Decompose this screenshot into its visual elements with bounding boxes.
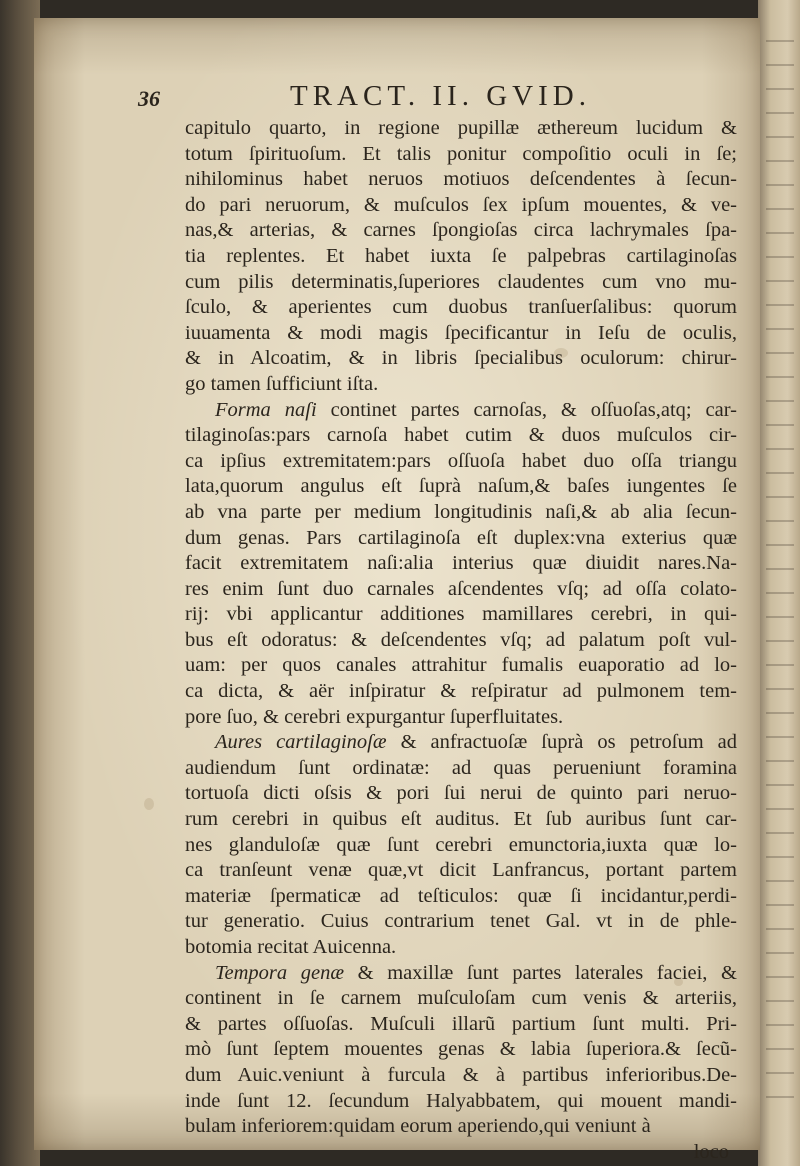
text-line (185, 551, 737, 577)
line-text: res enim ſunt duo carnales aſcendentes vſq; ad oſſa colato- (185, 577, 737, 600)
line-text: tur generatio. Cuius contrarium tenet Gal. vt in de phle- (185, 910, 737, 933)
line-text: capitulo quarto, in regione pupillæ æthereum lucidum & (185, 117, 737, 139)
line-text: dum genas. Pars cartilaginoſa eſt duplex:vna exterius quæ (185, 526, 737, 549)
line-text: ſculo, & aperientes cum duobus tranſuerſalibus: quorum (185, 296, 737, 319)
text-line (185, 295, 737, 321)
facing-page-text-bleed (766, 40, 794, 1100)
line-text: nihilominus habet neruos motiuos deſcendentes à ſecun- (185, 168, 737, 191)
body-text (185, 116, 737, 1165)
text-line (185, 602, 737, 628)
line-text: pore ſuo, & cerebri expurgantur ſuperfluitates. (185, 705, 564, 728)
text-line (185, 577, 737, 603)
text-line (185, 526, 737, 552)
line-text: bulam inferiorem:quidam eorum aperiendo,qui veniunt à (185, 1115, 651, 1138)
line-text: & maxillæ ſunt partes laterales faciei, & (344, 961, 737, 984)
text-line (185, 1037, 737, 1063)
text-line (185, 1012, 737, 1038)
text-line (185, 781, 737, 807)
text-line (185, 884, 737, 910)
page-header (138, 70, 620, 112)
line-text: rum cerebri in quibus eſt auditus. Et ſub auribus ſunt car- (185, 808, 737, 831)
text-line (185, 116, 737, 142)
text-line (185, 474, 737, 500)
text-line (185, 1089, 737, 1115)
line-text: inde ſunt 12. ſecundum Halyabbatem, qui mouent mandi- (185, 1089, 737, 1112)
text-line (185, 833, 737, 859)
text-line (185, 142, 737, 168)
section-lemma: Forma naſi (215, 398, 317, 421)
line-text: audiendum ſunt ordinatæ: ad quas perueniunt foramina (185, 756, 737, 779)
text-line (185, 218, 737, 244)
line-text: uam: per quos canales attrahitur fumalis euaporatio ad lo- (185, 654, 737, 677)
line-text: ca dicta, & aër inſpiratur & reſpiratur ad pulmonem tem- (185, 680, 737, 703)
line-text: mò ſunt ſeptem mouentes genas & labia ſuperiora.& ſecũ- (185, 1038, 737, 1061)
line-text: rij: vbi applicantur additiones mamillares cerebri, in qui- (185, 603, 737, 626)
line-text: do pari neruorum, & muſculos ſex ipſum mouentes, & ve- (185, 193, 737, 216)
line-text: nes glanduloſæ quæ ſunt cerebri emunctoria,iuxta quæ lo- (185, 833, 737, 856)
text-line (185, 244, 737, 270)
line-text: & partes oſſuoſas. Muſculi illarũ partium ſunt multi. Pri- (185, 1012, 737, 1035)
line-text: cum pilis determinatis,ſuperiores claudentes cum vno mu- (185, 270, 737, 293)
line-text: ca ipſius extremitatem:pars oſſuoſa habet duo oſſa triangu (185, 449, 737, 472)
text-line (185, 628, 737, 654)
text-line (185, 756, 737, 782)
text-line (185, 1114, 737, 1140)
text-line (185, 449, 737, 475)
text-line (185, 167, 737, 193)
running-head: TRACT. II. GVID. (290, 80, 591, 112)
line-text: ab vna parte per medium longitudinis naſi,& ab alia ſecun- (185, 500, 737, 523)
line-text: dum Auic.veniunt à furcula & à partibus inferioribus.De- (185, 1063, 737, 1086)
line-text: tortuoſa dicti oſsis & pori ſui nerui de quinto pari neruo- (185, 782, 737, 805)
line-text: iuuamenta & modi magis ſpecificantur in Ieſu de oculis, (185, 321, 737, 344)
text-line (185, 909, 737, 935)
foxing-spot (144, 798, 154, 810)
line-text: facit extremitatem naſi:alia interius quæ diuidit nares.Na- (185, 552, 737, 575)
text-line (185, 807, 737, 833)
text-line (185, 372, 737, 398)
line-text: bus eſt odoratus: & deſcendentes vſq; ad palatum poſt vul- (185, 628, 737, 651)
text-line (185, 398, 737, 424)
line-text: totum ſpirituoſum. Et talis ponitur compoſitio oculi in ſe; (185, 142, 737, 165)
text-line (185, 653, 737, 679)
text-line (185, 500, 737, 526)
text-line (185, 321, 737, 347)
text-line (185, 705, 737, 731)
section-lemma: Aures cartilaginoſæ (215, 731, 387, 754)
text-line (185, 1063, 737, 1089)
line-text: lata,quorum angulus eſt ſuprà naſum,& baſes iungentes ſe (185, 475, 737, 498)
line-text: go tamen ſufficiunt iſta. (185, 372, 379, 395)
line-text: & anfractuoſæ ſuprà os petroſum ad (386, 731, 737, 754)
line-text: continent in ſe carnem muſculoſam cum venis & arteriis, (185, 987, 737, 1010)
text-line (185, 423, 737, 449)
text-line (185, 270, 737, 296)
text-line (185, 986, 737, 1012)
line-text: ca tranſeunt venæ quæ,vt dicit Lanfrancus, portant partem (185, 859, 737, 882)
line-text: continet partes carnoſas, & oſſuoſas,atq; car- (316, 398, 737, 421)
line-text: materiæ ſpermaticæ ad teſticulos: quæ ſi incidantur,perdi- (185, 884, 737, 907)
catchword: loco (693, 1140, 729, 1163)
text-line (185, 858, 737, 884)
facing-page-edge (758, 0, 800, 1166)
section-lemma: Tempora genæ (215, 961, 345, 984)
text-line (185, 935, 737, 961)
line-text: nas,& arterias, & carnes ſpongioſas circa lachrymales ſpa- (185, 219, 737, 242)
line-text: tilaginoſas:pars carnoſa habet cutim & duos muſculos cir- (185, 424, 737, 447)
text-line (185, 679, 737, 705)
line-text: botomia recitat Auicenna. (185, 936, 397, 958)
line-text: tia replentes. Et habet iuxta ſe palpebras cartilaginoſas (185, 244, 737, 267)
text-line (185, 193, 737, 219)
text-line (185, 346, 737, 372)
line-text: & in Alcoatim, & in libris ſpecialibus oculorum: chirur- (185, 347, 737, 370)
text-line (185, 961, 737, 987)
text-line (185, 730, 737, 756)
page-number: 36 (138, 86, 160, 111)
